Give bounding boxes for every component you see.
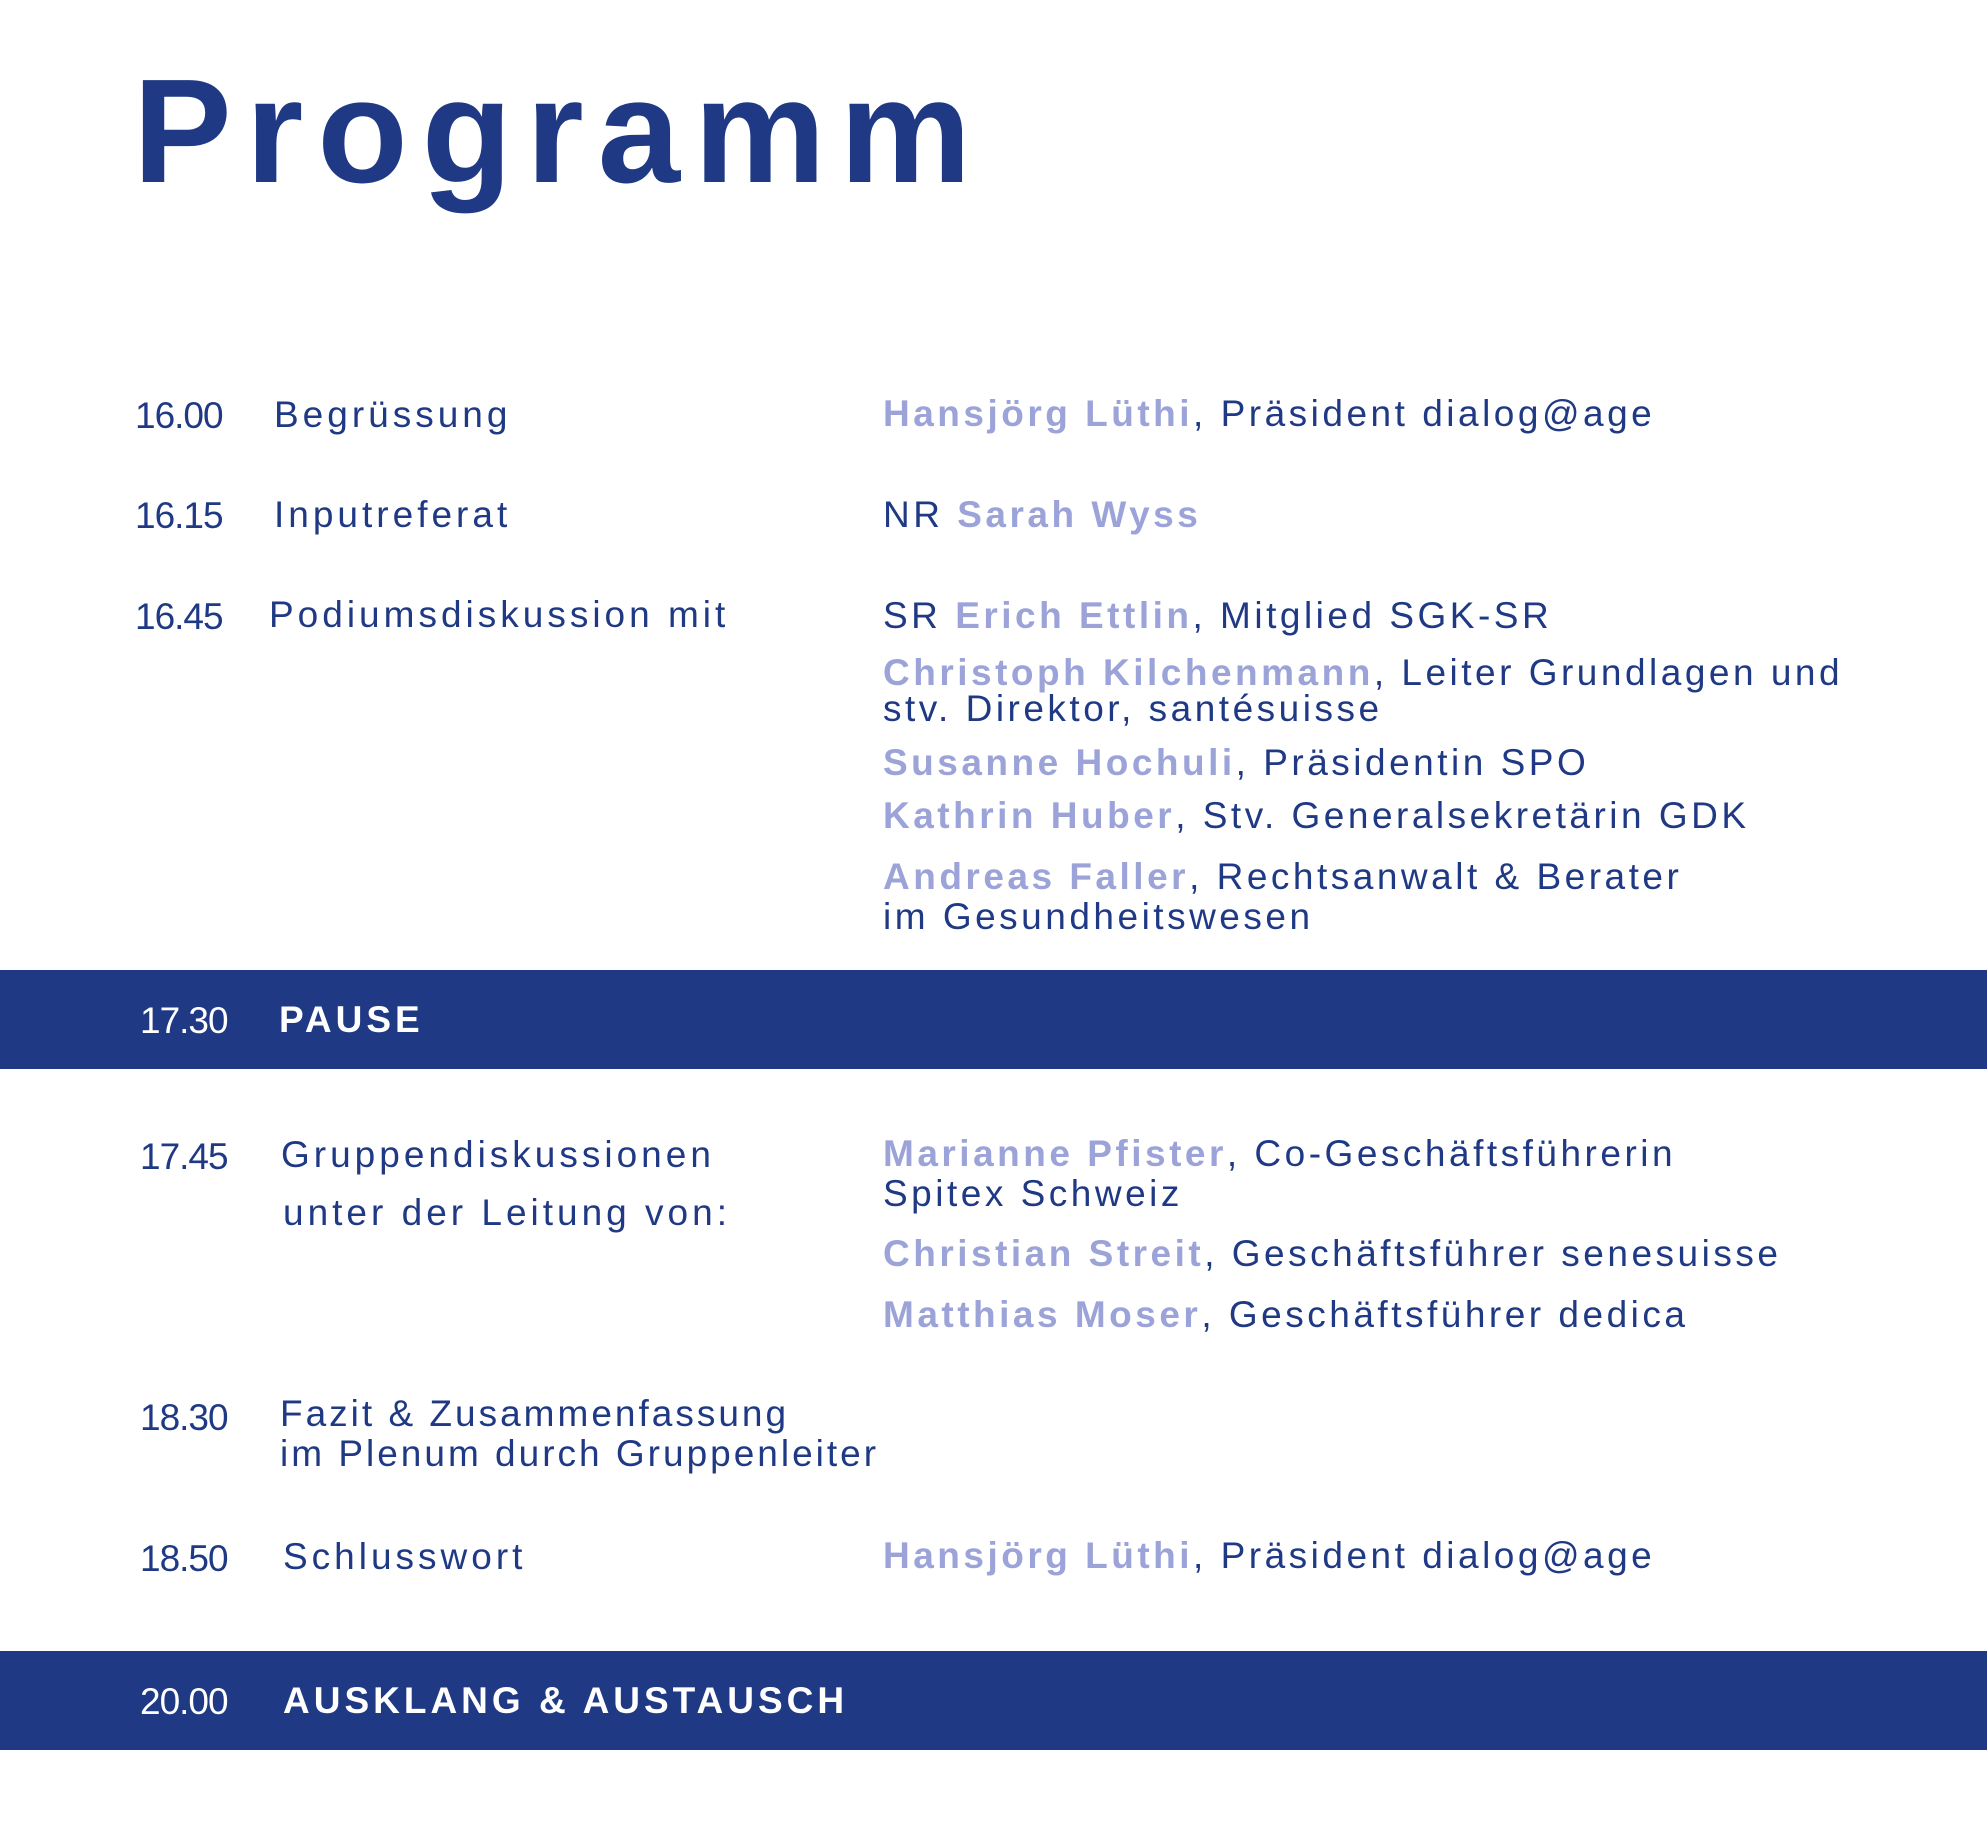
speaker-role: , Co-Geschäftsführerin (1226, 1133, 1677, 1174)
label-podiumsdiskussion: Podiumsdiskussion mit (269, 594, 730, 635)
speaker-name: Susanne Hochuli (883, 742, 1236, 783)
panel-speaker (883, 652, 1844, 729)
group-leader (883, 1295, 1688, 1335)
speaker-name: Erich Ettlin (955, 595, 1193, 636)
speaker-role-line2: im Gesundheitswesen (883, 896, 1314, 937)
time-1600: 16.00 (135, 395, 223, 436)
speaker-name: Matthias Moser (883, 1294, 1202, 1335)
ausklang-band (0, 1651, 1987, 1750)
label-fazit-line1: Fazit & Zusammenfassung (280, 1393, 790, 1434)
page-title: Programm (133, 49, 986, 214)
panel-speaker (883, 796, 1750, 836)
speaker-role: , Präsident dialog@age (1193, 1535, 1656, 1576)
panel-speaker (883, 743, 1589, 783)
speaker-role-line2: stv. Direktor, santésuisse (883, 688, 1383, 729)
label-schlusswort: Schlusswort (283, 1536, 527, 1577)
label-pause: PAUSE (279, 999, 424, 1040)
time-1850: 18.50 (140, 1538, 228, 1579)
label-ausklang: AUSKLANG & AUSTAUSCH (283, 1680, 849, 1721)
label-fazit (280, 1394, 879, 1474)
speaker-role: , Mitglied SGK-SR (1192, 595, 1553, 636)
speaker-1850 (883, 1536, 1655, 1576)
speaker-prefix: NR (883, 494, 958, 535)
speaker-role: , Geschäftsführer senesuisse (1204, 1233, 1782, 1274)
time-1645: 16.45 (135, 596, 223, 637)
time-1730: 17.30 (140, 1000, 228, 1041)
label-inputreferat: Inputreferat (274, 494, 512, 535)
speaker-role: , Leiter Grundlagen und (1373, 652, 1844, 693)
speaker-1615 (883, 495, 1201, 535)
time-1745: 17.45 (140, 1136, 228, 1177)
panel-speaker (883, 596, 1552, 636)
speaker-name: Christian Streit (883, 1233, 1205, 1274)
speaker-1600 (883, 394, 1655, 434)
speaker-role: , Präsident dialog@age (1193, 393, 1656, 434)
speaker-name: Marianne Pfister (883, 1133, 1227, 1174)
panel-speaker (883, 857, 1682, 937)
label-gruppendiskussionen-2: unter der Leitung von: (283, 1192, 731, 1233)
label-begruessung: Begrüssung (274, 394, 512, 435)
time-1615: 16.15 (135, 495, 223, 536)
speaker-role: , Stv. Generalsekretärin GDK (1175, 795, 1750, 836)
pause-band (0, 970, 1987, 1069)
speaker-name: Hansjörg Lüthi (883, 1535, 1194, 1576)
speaker-role: , Rechtsanwalt & Berater (1189, 856, 1683, 897)
speaker-name: Christoph Kilchenmann (883, 652, 1374, 693)
speaker-name: Andreas Faller (883, 856, 1190, 897)
speaker-name: Hansjörg Lüthi (883, 393, 1194, 434)
time-1830: 18.30 (140, 1397, 228, 1438)
group-leader (883, 1234, 1781, 1274)
time-2000: 20.00 (140, 1681, 228, 1722)
speaker-prefix: SR (883, 595, 956, 636)
speaker-role: , Geschäftsführer dedica (1201, 1294, 1689, 1335)
label-fazit-line2: im Plenum durch Gruppenleiter (280, 1433, 880, 1474)
label-gruppendiskussionen-1: Gruppendiskussionen (281, 1134, 715, 1175)
group-leader (883, 1134, 1676, 1214)
speaker-name: Kathrin Huber (883, 795, 1176, 836)
speaker-role-line2: Spitex Schweiz (883, 1173, 1183, 1214)
speaker-role: , Präsidentin SPO (1235, 742, 1590, 783)
speaker-name: Sarah Wyss (957, 494, 1202, 535)
